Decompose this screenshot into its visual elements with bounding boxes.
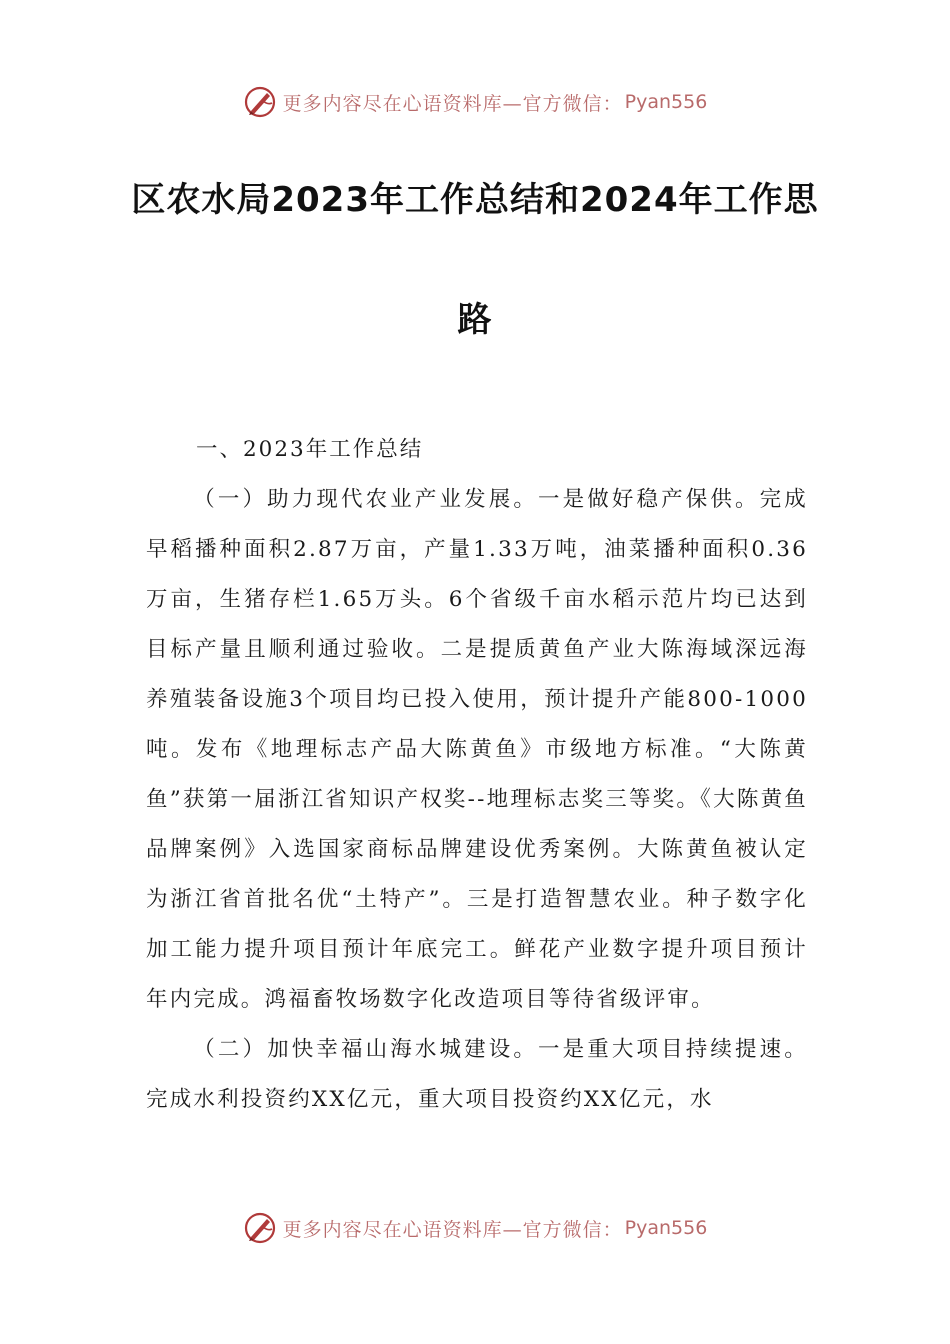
paragraph-agriculture: （一）助力现代农业产业发展。一是做好稳产保供。完成早稻播种面积2.87万亩，产量1.33万吨，油菜播种面积0.36万亩，生猪存栏1.65万头。6个省级千亩水稻示范片均已达到目标产量且顺利通过验收。二是提质黄鱼产业大陈海域深远海养殖装备设施3个项目均已投入使用，预计提升产能800-1000吨。发布《地理标志产品大陈黄鱼》市级地方标准。“大陈黄鱼”获第一届浙江省知识产权奖--地理标志奖三等奖。《大陈黄鱼品牌案例》入选国家商标品牌建设优秀案例。大陈黄鱼被认定为浙江省首批名优“土特产”。三是打造智慧农业。种子数字化加工能力提升项目预计年底完工。鲜花产业数字提升项目预计年内完成。鸿福畜牧场数字化改造项目等待省级评审。 xyxy=(146,487,808,1012)
document-title-line-2: 路 xyxy=(457,300,493,340)
pen-logo-icon xyxy=(243,1211,277,1245)
document-title-line-1: 区农水局2023年工作总结和2024年工作思 xyxy=(131,180,819,220)
watermark-text: 更多内容尽在心语资料库—官方微信： xyxy=(282,1218,623,1241)
watermark-footer xyxy=(0,1208,950,1248)
watermark-header xyxy=(0,82,950,122)
section-heading: 一、2023年工作总结 xyxy=(196,437,424,462)
watermark-wechat-id: Pyan556 xyxy=(624,1217,708,1239)
paragraph-water-city: （二）加快幸福山海水城建设。一是重大项目持续提速。完成水利投资约XX亿元，重大项目投资约XX亿元，水 xyxy=(146,1037,808,1112)
watermark-wechat-id: Pyan556 xyxy=(624,91,708,113)
pen-logo-icon xyxy=(243,85,277,119)
watermark-text: 更多内容尽在心语资料库—官方微信： xyxy=(282,92,623,115)
document-body xyxy=(146,425,808,1125)
